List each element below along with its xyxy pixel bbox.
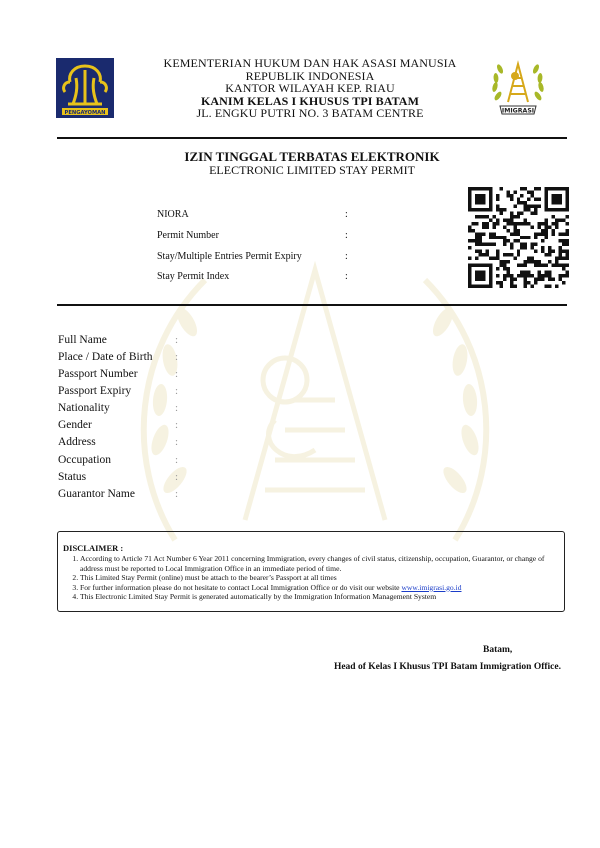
full-name-colon: :: [175, 334, 179, 346]
signer-title: Head of Kelas I Khusus TPI Batam Immigration Office.: [333, 662, 561, 672]
passport-number-colon: :: [175, 368, 179, 380]
title-english: ELECTRONIC LIMITED STAY PERMIT: [209, 163, 415, 177]
pengayoman-logo-icon: [56, 58, 114, 118]
svg-text:PENGAYOMAN: PENGAYOMAN: [64, 109, 106, 116]
passport-expiry-colon: :: [175, 385, 179, 397]
disclaimer-box: [57, 531, 565, 612]
disclaimer-list: [63, 554, 558, 602]
occupation-colon: :: [175, 454, 179, 466]
status-label: Status: [58, 471, 87, 483]
passport-number-label: Passport Number: [58, 368, 138, 380]
guarantor-name-colon: :: [175, 488, 179, 500]
passport-expiry-label: Passport Expiry: [58, 385, 132, 397]
disclaimer-item: 4. This Electronic Limited Stay Permit is generated automatically by the Immigration Information Management System: [80, 592, 558, 602]
disclaimer-heading: DISCLAIMER :: [63, 543, 124, 553]
disclaimer-item-text: For further information please do not hesitate to contact Local Immigration Office or do visit our website: [80, 582, 402, 592]
permit-number-colon: :: [345, 230, 348, 241]
address-colon: :: [175, 436, 179, 448]
svg-text:IMIGRASI: IMIGRASI: [501, 107, 535, 115]
niora-colon: :: [345, 209, 348, 220]
stay-permit-index-colon: :: [345, 271, 348, 282]
niora-label: NIORA: [157, 209, 189, 220]
disclaimer-item: [80, 583, 558, 593]
nationality-colon: :: [175, 402, 179, 414]
issue-place: Batam,: [483, 645, 513, 655]
birth-colon: :: [175, 351, 179, 363]
permit-expiry-colon: :: [345, 251, 348, 262]
document-title: [57, 150, 567, 177]
permit-number-label: Permit Number: [157, 230, 219, 241]
agency-header: [120, 57, 500, 120]
title-indonesian: IZIN TINGGAL TERBATAS ELEKTRONIK: [184, 149, 440, 164]
header-address: JL. ENGKU PUTRI NO. 3 BATAM CENTRE: [196, 106, 424, 120]
nationality-label: Nationality: [58, 402, 110, 414]
qr-code-icon: [468, 187, 569, 288]
imigrasi-logo-icon: [488, 52, 548, 118]
disclaimer-item: 2. This Limited Stay Permit (online) must be attach to the bearer’s Passport at all times: [80, 573, 558, 583]
address-label: Address: [58, 436, 96, 448]
disclaimer-item: 1. According to Article 71 Act Number 6 Year 2011 concerning Immigration, every changes of civil status, citizenship, occupation, Guarantor, or change of address must be reported to Local Immigration Office in an immediate period of time.: [80, 554, 558, 573]
guarantor-name-label: Guarantor Name: [58, 488, 135, 500]
occupation-label: Occupation: [58, 454, 112, 466]
header-regional-office: KANTOR WILAYAH KEP. RIAU: [225, 81, 395, 95]
permit-expiry-label: Stay/Multiple Entries Permit Expiry: [157, 251, 302, 262]
section-divider: [57, 304, 567, 306]
full-name-label: Full Name: [58, 334, 107, 346]
website-link[interactable]: www.imigrasi.go.id: [401, 582, 462, 592]
header-ministry: KEMENTERIAN HUKUM DAN HAK ASASI MANUSIA: [163, 56, 457, 70]
header-country: REPUBLIK INDONESIA: [245, 68, 375, 83]
header-immigration-office: KANIM KELAS I KHUSUS TPI BATAM: [200, 93, 420, 108]
stay-permit-index-label: Stay Permit Index: [157, 271, 230, 282]
gender-label: Gender: [58, 419, 92, 431]
birth-label: Place / Date of Birth: [58, 351, 153, 363]
status-colon: :: [175, 471, 179, 483]
header-divider: [57, 137, 567, 139]
gender-colon: :: [175, 419, 179, 431]
immigration-emblem-watermark-icon: [115, 240, 515, 560]
